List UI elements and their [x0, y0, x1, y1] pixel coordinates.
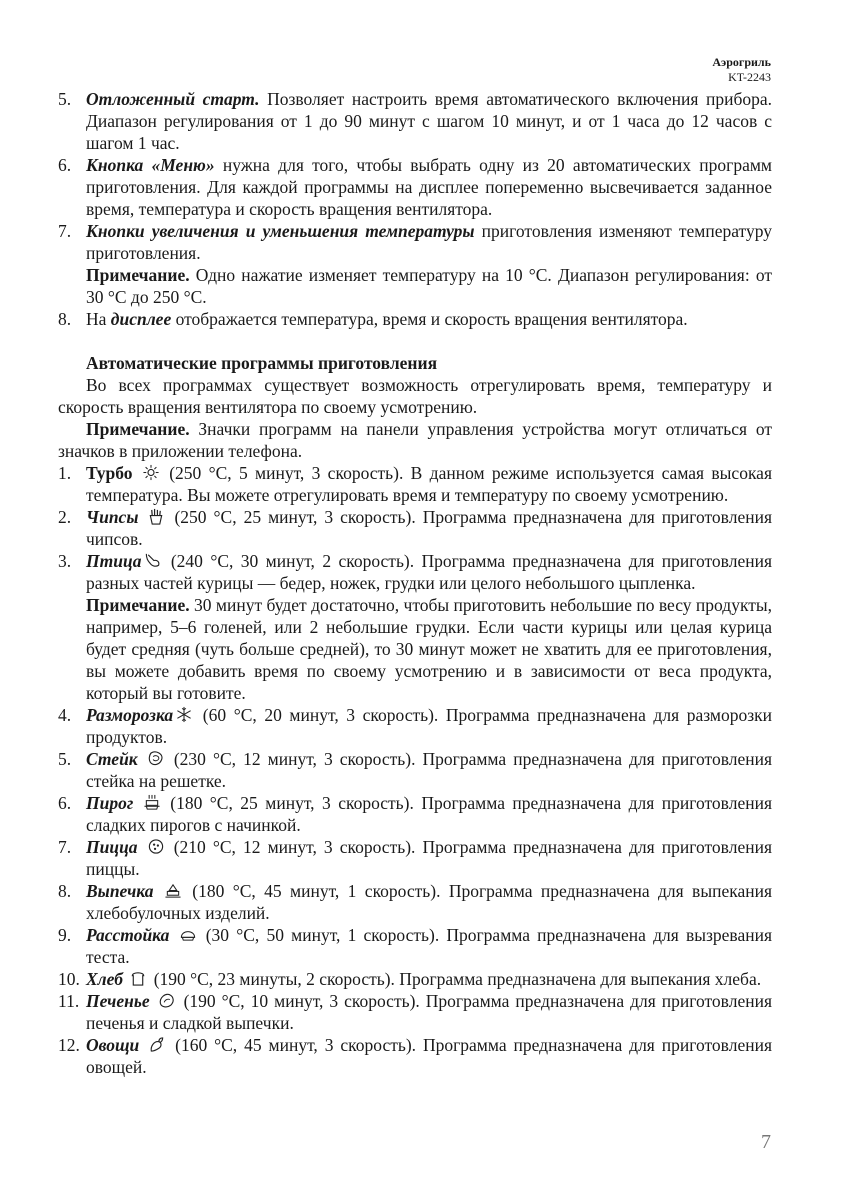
program-text: (240 °C, 30 минут, 2 скорость). Программа предназначена для приготовления разных частей курицы — бедер, ножек, грудки или целого небольшого цыпленка. — [86, 551, 772, 593]
item-number: 4. — [58, 705, 72, 725]
program-name: Печенье — [86, 991, 150, 1011]
item-number: 2. — [58, 507, 72, 527]
fries-icon — [147, 508, 165, 525]
program-name: Расстойка — [86, 925, 170, 945]
pizza-icon — [147, 838, 165, 855]
pastry-icon — [164, 882, 182, 899]
program-item — [58, 924, 772, 968]
item-number: 9. — [58, 925, 72, 945]
program-item — [58, 836, 772, 880]
item-number: 8. — [58, 309, 72, 329]
program-item — [58, 704, 772, 748]
item-title: дисплее — [110, 309, 172, 329]
program-item — [58, 792, 772, 836]
chicken-leg-icon — [143, 552, 161, 569]
header-title: Аэрогриль — [712, 55, 771, 69]
list-item — [58, 308, 772, 330]
cake-icon — [143, 794, 161, 811]
running-header — [712, 55, 771, 85]
note-text: Одно нажатие изменяет температуру на 10 °C. Диапазон регулирования: от 30 °C до 250 °C. — [86, 265, 772, 307]
program-name: Пицца — [86, 837, 138, 857]
program-name: Чипсы — [86, 507, 139, 527]
program-text: (180 °C, 45 минут, 1 скорость). Программа предназначена для выпекания хлебобулочных изделий. — [86, 881, 772, 923]
item-number: 1. — [58, 463, 72, 483]
item-number: 11. — [58, 991, 80, 1011]
header-model: KT-2243 — [728, 70, 771, 84]
page-number: 7 — [761, 1131, 771, 1153]
program-item — [58, 880, 772, 924]
cookie-icon — [158, 992, 176, 1009]
program-name: Стейк — [86, 749, 138, 769]
program-text: (60 °C, 20 минут, 3 скорость). Программа предназначена для разморозки продуктов. — [86, 705, 772, 747]
item-number: 10. — [58, 969, 80, 989]
program-item — [58, 748, 772, 792]
vegetable-icon — [148, 1036, 166, 1053]
item-number: 8. — [58, 881, 72, 901]
item-number: 6. — [58, 793, 72, 813]
program-text: (180 °C, 25 минут, 3 скорость). Программа предназначена для приготовления сладких пирогов с начинкой. — [86, 793, 772, 835]
note-label: Примечание. — [86, 419, 190, 439]
item-number: 5. — [58, 89, 72, 109]
program-text: (160 °C, 45 минут, 3 скорость). Программа предназначена для приготовления овощей. — [86, 1035, 772, 1077]
item-text: Позволяет настроить время автоматического включения прибора. Диапазон регулирования от 1 до 90 минут с шагом 10 минут, и от 1 часа до 12 часов с шагом 1 час. — [86, 89, 772, 153]
program-name: Выпечка — [86, 881, 154, 901]
section-intro: Во всех программах существует возможность отрегулировать время, температуру и скорость вращения вентилятора по своему усмотрению. — [58, 375, 772, 417]
item-text: отображается температура, время и скорость вращения вентилятора. — [171, 309, 688, 329]
item-number: 5. — [58, 749, 72, 769]
program-name: Турбо — [86, 463, 133, 483]
item-title: Кнопки увеличения и уменьшения температуры — [86, 221, 475, 241]
section-heading: Автоматические программы приготовления — [86, 353, 438, 373]
note-label: Примечание. — [86, 595, 190, 615]
program-item — [58, 462, 772, 506]
program-text: (250 °C, 5 минут, 3 скорость). В данном режиме используется самая высокая температура. Вы можете отрегулировать время и температуру по своему усмотрению. — [86, 463, 772, 505]
item-number: 7. — [58, 837, 72, 857]
item-number: 6. — [58, 155, 72, 175]
program-name: Разморозка — [86, 705, 174, 725]
program-name: Птица — [86, 551, 142, 571]
note-text: 30 минут будет достаточно, чтобы приготовить небольшие по весу продукты, например, 5–6 голеней, или 2 небольшие грудки. Если части курицы или целая курица будет средняя (чуть больше средней), то 30 минут может не хватить для ее приготовления, вы можете добавить время по своему усмотрению и в зависимости от веса продукта, который вы готовите. — [86, 595, 772, 703]
item-text: нужна для того, чтобы выбрать одну из 20 автоматических программ приготовления. Для каждой программы на дисплее попеременно высвечивается заданное время, температура и скорость вращения вентилятора. — [86, 155, 772, 219]
page-content — [58, 88, 772, 1078]
program-text: (250 °C, 25 минут, 3 скорость). Программа предназначена для приготовления чипсов. — [86, 507, 772, 549]
program-name: Пирог — [86, 793, 134, 813]
item-pre-text: На — [86, 309, 111, 329]
list-item — [58, 154, 772, 220]
program-text: (30 °C, 50 минут, 1 скорость). Программа предназначена для вызревания теста. — [86, 925, 772, 967]
program-text: (190 °C, 23 минуты, 2 скорость). Программа предназначена для выпекания хлеба. — [149, 969, 762, 989]
list-item — [58, 88, 772, 154]
program-item — [58, 506, 772, 550]
section-note — [58, 418, 772, 462]
sun-icon — [142, 464, 160, 481]
item-title: Отложенный старт. — [86, 89, 260, 109]
item-title: Кнопка «Меню» — [86, 155, 215, 175]
note-paragraph — [58, 594, 772, 704]
program-name: Хлеб — [86, 969, 123, 989]
steak-icon — [147, 750, 165, 767]
program-item — [58, 968, 772, 990]
program-item — [58, 550, 772, 594]
snowflake-icon — [175, 706, 193, 723]
note-text: Значки программ на панели управления устройства могут отличаться от значков в приложении телефона. — [58, 419, 772, 461]
item-number: 3. — [58, 551, 72, 571]
program-text: (210 °C, 12 минут, 3 скорость). Программа предназначена для приготовления пиццы. — [86, 837, 772, 879]
program-text: (230 °C, 12 минут, 3 скорость). Программа предназначена для приготовления стейка на решетке. — [86, 749, 773, 791]
list-item — [58, 220, 772, 264]
program-name: Овощи — [86, 1035, 140, 1055]
note-label: Примечание. — [86, 265, 190, 285]
item-number: 12. — [58, 1035, 80, 1055]
note-paragraph — [58, 264, 772, 308]
dough-icon — [179, 926, 197, 943]
bread-icon — [129, 970, 147, 987]
item-text: приготовления изменяют температуру приготовления. — [86, 221, 772, 263]
program-item — [58, 1034, 772, 1078]
program-item — [58, 990, 772, 1034]
program-text: (190 °C, 10 минут, 3 скорость). Программа предназначена для приготовления печенья и сладкой выпечки. — [86, 991, 772, 1033]
item-number: 7. — [58, 221, 72, 241]
